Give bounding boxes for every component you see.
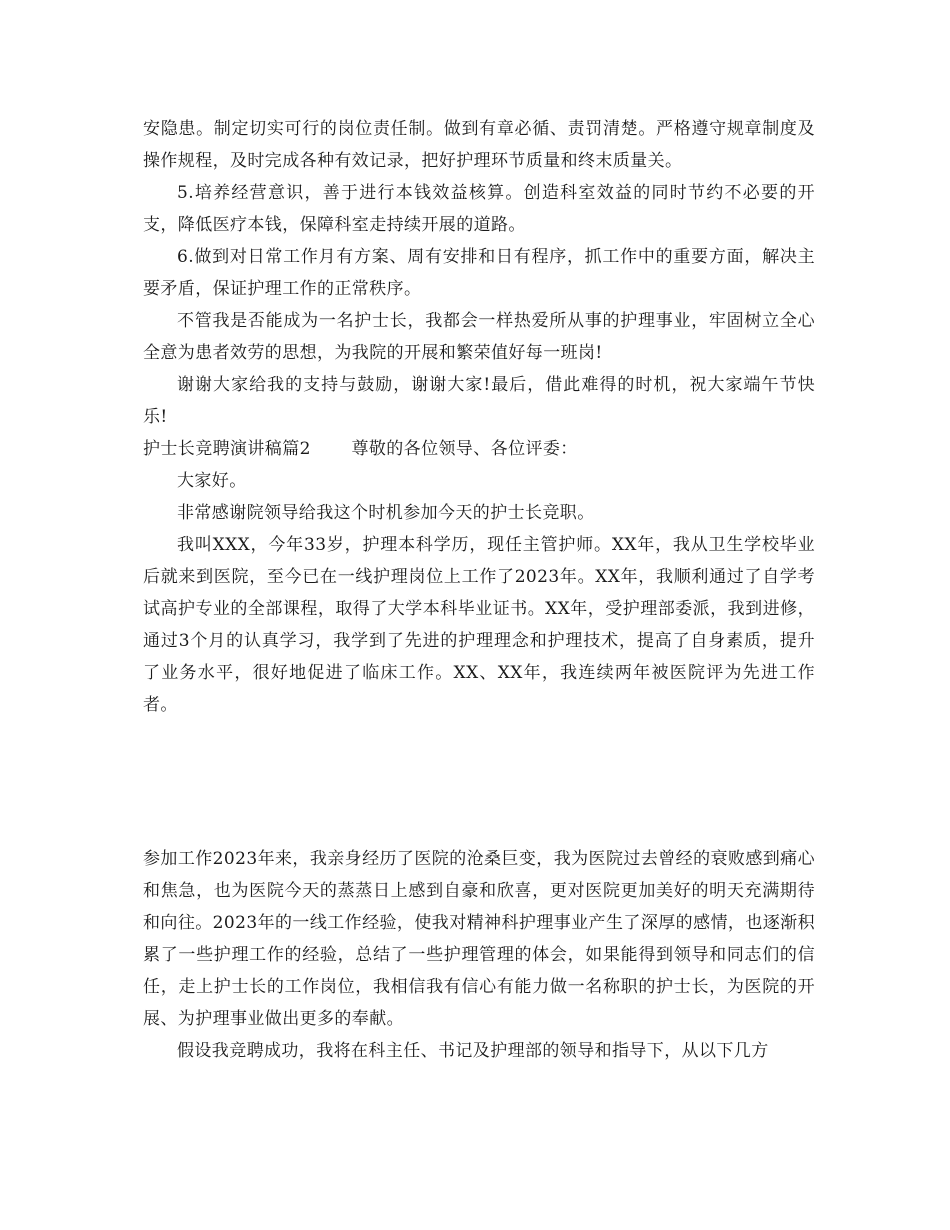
document-body-top (143, 113, 815, 721)
salutation: 尊敬的各位领导、各位评委： (351, 439, 578, 459)
paragraph-introduction: 我叫XXX，今年33岁，护理本科学历，现任主管护师。XX年，我从卫生学校毕业后就来到医院，至今已在一线护理岗位上工作了2023年。XX年，我顺利通过了自学考试高护专业的全部课程，取得了大学本科毕业证书。XX年，受护理部委派，我到进修，通过3个月的认真学习，我学到了先进的护理理念和护理技术，提高了自身素质，提升了业务水平，很好地促进了临床工作。XX、XX年，我连续两年被医院评为先进工作者。 (143, 535, 815, 715)
section-title: 护士长竞聘演讲稿篇2 (143, 439, 311, 459)
paragraph-greeting: 大家好。 (177, 471, 247, 491)
paragraph-commitment: 不管我是否能成为一名护士长，我都会一样热爱所从事的护理事业，牢固树立全心全意为患者效劳的思想，为我院的开展和繁荣值好每一班岗! (143, 311, 815, 363)
paragraph-plan: 假设我竞聘成功，我将在科主任、书记及护理部的领导和指导下，从以下几方 (177, 1041, 769, 1061)
paragraph-thanks: 非常感谢院领导给我这个时机参加今天的护士长竞职。 (177, 503, 595, 523)
paragraph-item-6: 6.做到对日常工作月有方案、周有安排和日有程序，抓工作中的重要方面，解决主要矛盾，保证护理工作的正常秩序。 (143, 247, 815, 299)
paragraph-closing-thanks: 谢谢大家给我的支持与鼓励，谢谢大家!最后，借此难得的时机，祝大家端午节快乐! (143, 375, 815, 427)
paragraph-item-5: 5.培养经营意识，善于进行本钱效益核算。创造科室效益的同时节约不必要的开支，降低医疗本钱，保障科室走持续开展的道路。 (143, 183, 815, 235)
paragraph-experience: 参加工作2023年来，我亲身经历了医院的沧桑巨变，我为医院过去曾经的衰败感到痛心和焦急，也为医院今天的蒸蒸日上感到自豪和欣喜，更对医院更加美好的明天充满期待和向往。2023年的一线工作经验，使我对精神科护理事业产生了深厚的感情，也逐渐积累了一些护理工作的经验，总结了一些护理管理的体会，如果能得到领导和同志们的信任，走上护士长的工作岗位，我相信我有信心有能力做一名称职的护士长，为医院的开展、为护理事业做出更多的奉献。 (143, 849, 815, 1029)
paragraph-safety-duties: 安隐患。制定切实可行的岗位责任制。做到有章必循、责罚清楚。严格遵守规章制度及操作规程，及时完成各种有效记录，把好护理环节质量和终末质量关。 (143, 119, 815, 171)
document-body-bottom (143, 843, 815, 1067)
section-heading-row (143, 433, 815, 465)
